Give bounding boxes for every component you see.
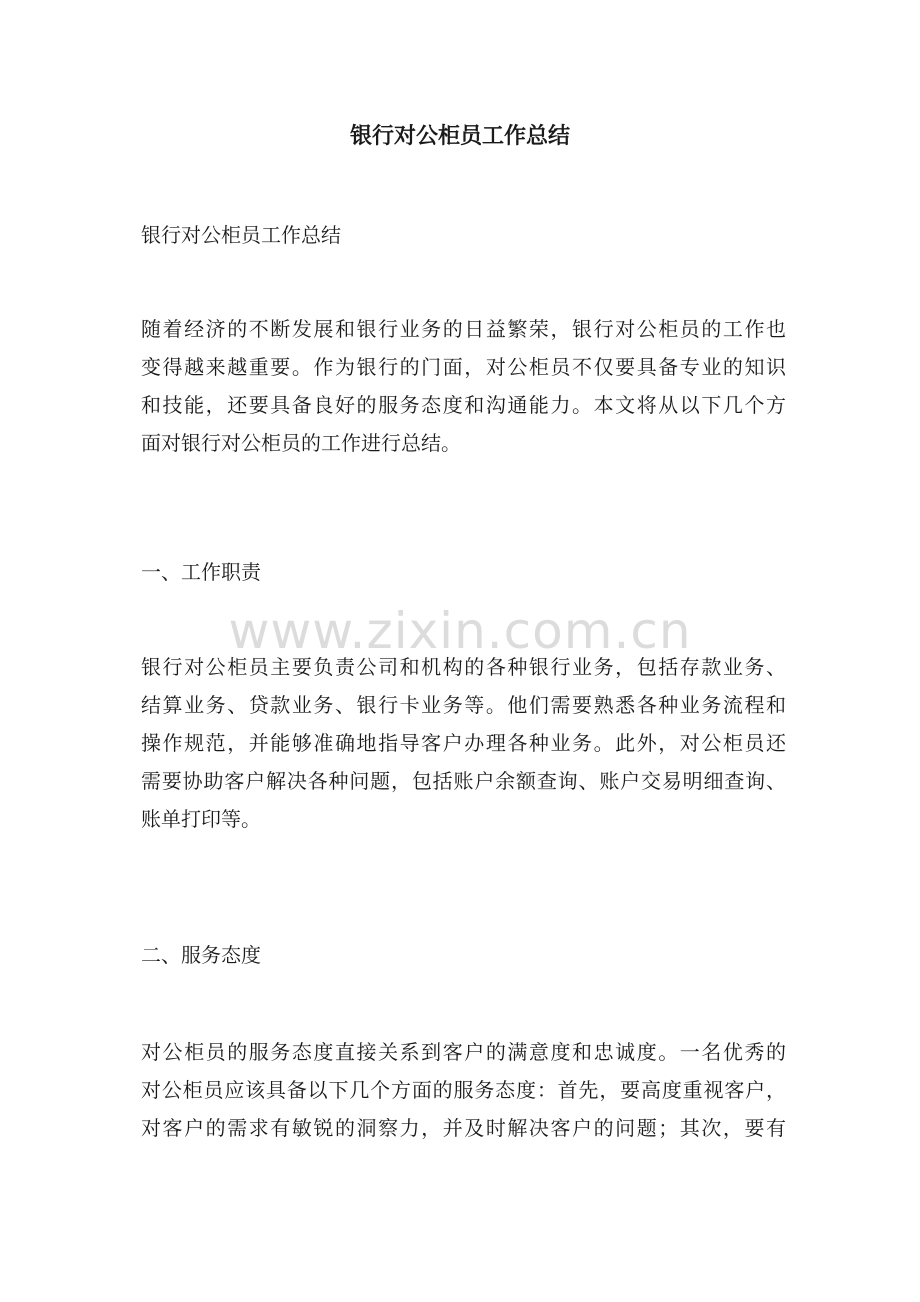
watermark: www.zixin.com.cn [228,602,692,660]
intro-line: 变得越来越重要。作为银行的门面，对公柜员不仅要具备专业的知识 [141,355,786,379]
section1-line: 结算业务、贷款业务、银行卡业务等。他们需要熟悉各种业务流程和 [141,693,786,717]
section2-heading: 二、服务态度 [141,943,261,967]
intro-line: 随着经济的不断发展和银行业务的日益繁荣，银行对公柜员的工作也 [141,317,786,341]
section1-line: 需要协助客户解决各种问题，包括账户余额查询、账户交易明细查询、 [141,769,786,793]
section1-line: 银行对公柜员主要负责公司和机构的各种银行业务，包括存款业务、 [141,655,786,679]
document-subtitle: 银行对公柜员工作总结 [141,223,341,247]
section1-heading: 一、工作职责 [141,560,261,584]
intro-paragraph [141,310,786,462]
document-title: 银行对公柜员工作总结 [349,123,570,149]
intro-line: 面对银行对公柜员的工作进行总结。 [141,431,461,455]
section2-line: 对公柜员的服务态度直接关系到客户的满意度和忠诚度。一名优秀的 [141,1040,786,1064]
section1-paragraph [141,648,786,838]
section2-paragraph [141,1033,786,1147]
section1-line: 账单打印等。 [141,807,261,831]
section1-line: 操作规范，并能够准确地指导客户办理各种业务。此外，对公柜员还 [141,731,786,755]
section2-line: 对客户的需求有敏锐的洞察力，并及时解决客户的问题；其次，要有 [141,1116,786,1140]
section2-line: 对公柜员应该具备以下几个方面的服务态度：首先，要高度重视客户， [141,1078,786,1102]
intro-line: 和技能，还要具备良好的服务态度和沟通能力。本文将从以下几个方 [141,393,786,417]
